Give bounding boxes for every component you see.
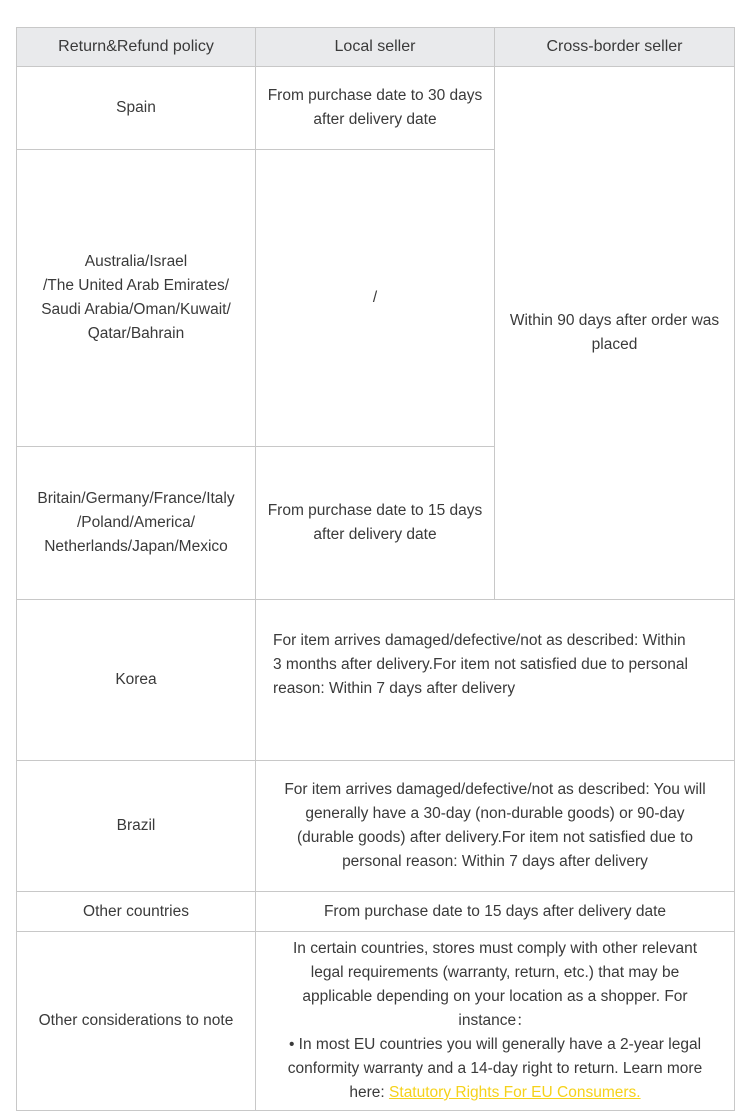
table-row-brazil: [17, 761, 735, 892]
region-cell: Brazil: [17, 761, 256, 892]
table-row-korea: [17, 600, 735, 761]
policy-cell: From purchase date to 15 days after delivery date: [256, 892, 735, 932]
local-seller-cell: /: [256, 150, 495, 447]
policy-cell: For item arrives damaged/defective/not as described: You will generally have a 30-day (non-durable goods) or 90-day (durable goods) after delivery.For item not satisfied due to personal reason: Within 7 days after delivery: [256, 761, 735, 892]
table-row-other-countries: [17, 892, 735, 932]
return-refund-policy-table: [16, 27, 735, 1111]
local-seller-cell: From purchase date to 30 days after delivery date: [256, 67, 495, 150]
table-row-spain: [17, 67, 735, 150]
considerations-cell: [256, 932, 735, 1111]
region-cell: Australia/Israel /The United Arab Emirates/ Saudi Arabia/Oman/Kuwait/ Qatar/Bahrain: [17, 150, 256, 447]
header-cross-border-seller: Cross-border seller: [495, 28, 735, 67]
table-header-row: [17, 28, 735, 67]
header-local-seller: Local seller: [256, 28, 495, 67]
cross-border-seller-cell: Within 90 days after order was placed: [495, 67, 735, 600]
region-cell: Spain: [17, 67, 256, 150]
region-cell: Britain/Germany/France/Italy /Poland/America/ Netherlands/Japan/Mexico: [17, 447, 256, 600]
region-cell: Other countries: [17, 892, 256, 932]
region-cell: Korea: [17, 600, 256, 761]
region-cell: Other considerations to note: [17, 932, 256, 1111]
policy-cell: For item arrives damaged/defective/not as described: Within 3 months after delivery.For item not satisfied due to personal reason: Within 7 days after delivery: [256, 600, 735, 761]
considerations-text: In certain countries, stores must comply with other relevant legal requirements (warranty, return, etc.) that may be applicable depending on your location as a shopper. For instance： • In most EU countries you will generally have a 2-year legal conformity warranty and a 14-day right to return. Learn more here:: [287, 940, 703, 1101]
local-seller-cell: From purchase date to 15 days after delivery date: [256, 447, 495, 600]
header-policy: Return&Refund policy: [17, 28, 256, 67]
table-row-other-considerations: [17, 932, 735, 1111]
statutory-rights-link[interactable]: Statutory Rights For EU Consumers.: [389, 1084, 641, 1101]
